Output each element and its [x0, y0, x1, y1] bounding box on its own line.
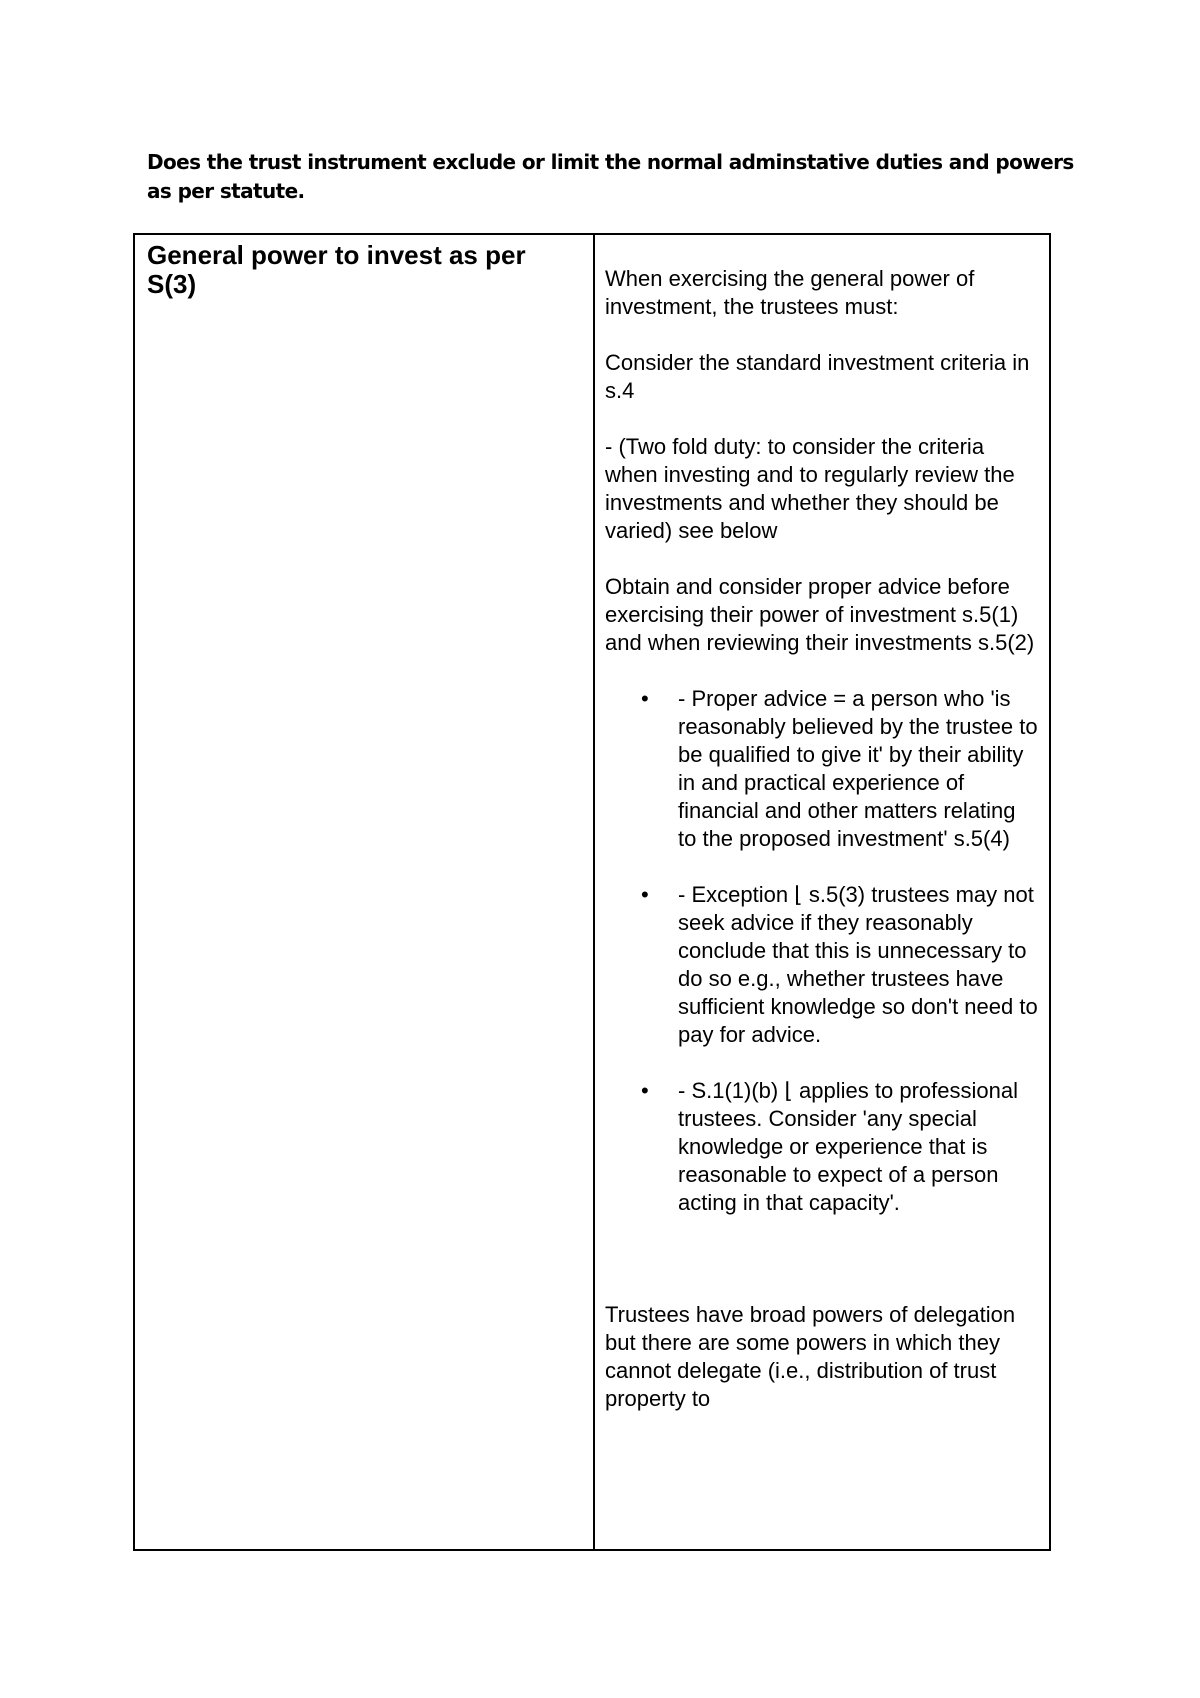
list-item: [605, 685, 1039, 853]
two-fold-duty-paragraph: - (Two fold duty: to consider the criteria when investing and to regularly review the investments and whether they should be varied) see below: [605, 434, 1015, 543]
list-item: [605, 881, 1039, 1049]
intro-paragraph: When exercising the general power of investment, the trustees must:: [605, 266, 975, 319]
bullet-text: - S.1(1)(b) ⌊ applies to professional trustees. Consider 'any special knowledge or experience that is reasonable to expect of a person acting in that capacity'.: [678, 1078, 1018, 1215]
criteria-paragraph: Consider the standard investment criteria in s.4: [605, 350, 1030, 403]
investment-duties-table: [133, 233, 1051, 1551]
delegation-paragraph: Trustees have broad powers of delegation but there are some powers in which they cannot delegate (i.e., distribution of trust property to: [605, 1302, 1016, 1411]
bullet-text: - Proper advice = a person who 'is reasonably believed by the trustee to be qualified to give it' by their ability in and practical experience of financial and other matters relating to the proposed investment' s.5(4): [678, 686, 1038, 851]
bullet-icon: •: [641, 882, 649, 907]
table-row: [134, 234, 1050, 1550]
bullet-text: - Exception ⌊ s.5(3) trustees may not seek advice if they reasonably conclude that this is unnecessary to do so e.g., whether trustees have sufficient knowledge so don't need to pay for advice.: [678, 882, 1038, 1047]
right-cell: [594, 234, 1050, 1550]
spacer: [605, 1245, 1039, 1301]
left-cell: [134, 234, 594, 1550]
advice-paragraph: Obtain and consider proper advice before exercising their power of investment s.5(1) and when reviewing their investments s.5(2): [605, 574, 1035, 655]
general-power-title: General power to invest as per S(3): [147, 240, 526, 299]
advice-bullet-list: [605, 685, 1039, 1217]
bullet-icon: •: [641, 686, 649, 711]
list-item: [605, 1077, 1039, 1217]
document-heading: Does the trust instrument exclude or limit the normal adminstative duties and powers as per statute.: [147, 150, 1074, 203]
bullet-icon: •: [641, 1078, 649, 1103]
